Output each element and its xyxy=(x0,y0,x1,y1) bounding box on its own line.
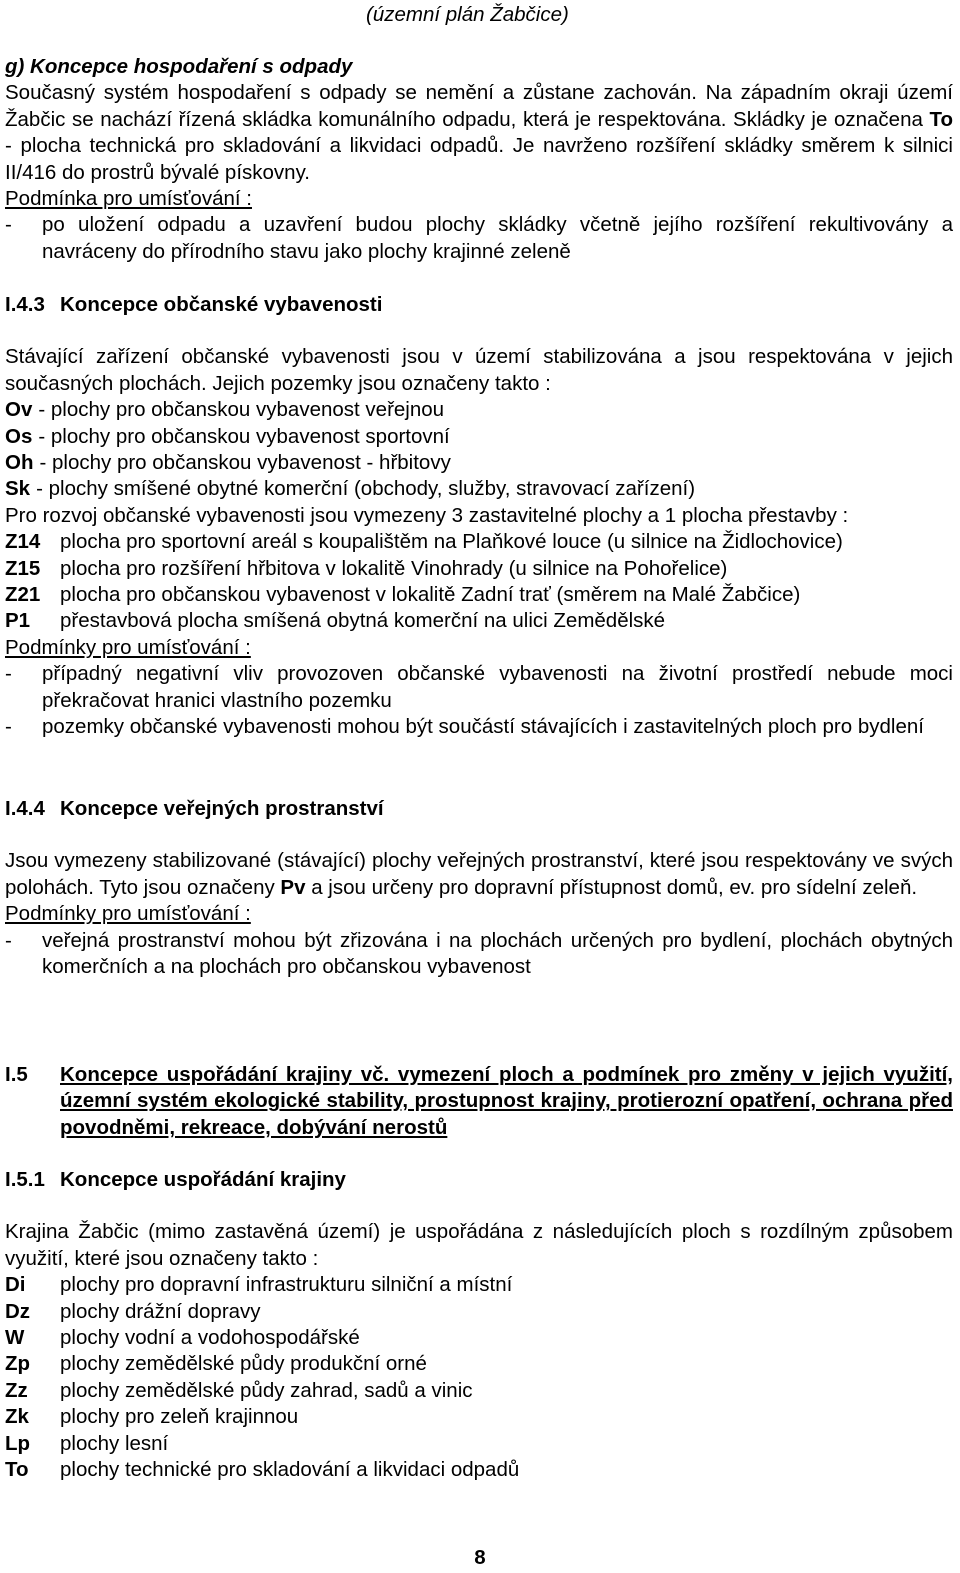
section-title: Koncepce občanské vybavenosti xyxy=(60,293,383,316)
condition-item xyxy=(5,714,953,740)
code-label: Z14 xyxy=(5,530,41,554)
condition-label: Podmínka pro umísťování : xyxy=(5,187,252,211)
code-label: To xyxy=(5,1458,29,1482)
code-description: plochy lesní xyxy=(60,1431,169,1455)
section-i5 xyxy=(5,1062,953,1141)
code-row xyxy=(5,1325,953,1351)
section-title: Koncepce uspořádání krajiny vč. vymezení ploch a podmínek pro změny v jejich využití, územní systém ekologické stability, prostupnost krajiny, protierozní opatření, ochrana před povodněmi, rekreace, dobývání nerostů xyxy=(60,1063,953,1139)
code-row xyxy=(5,529,953,555)
code-label: Os xyxy=(5,424,33,448)
code-text: plochy pro občanskou vybavenost - hřbitovy xyxy=(52,451,451,475)
dash-bullet: - xyxy=(5,928,12,952)
code-text: plochy pro občanskou vybavenost sportovní xyxy=(50,424,450,448)
code-description xyxy=(38,397,953,423)
code-row xyxy=(5,608,953,634)
code-description xyxy=(38,424,953,450)
code-row xyxy=(5,476,953,502)
section-g-title: g) Koncepce hospodaření s odpady xyxy=(5,55,353,78)
condition-label: Podmínky pro umísťování : xyxy=(5,902,251,926)
section-number: I.5 xyxy=(5,1063,28,1086)
code-row xyxy=(5,556,953,582)
code-label: Sk xyxy=(5,477,31,501)
dash-bullet: - xyxy=(5,213,12,237)
text-run: a jsou určeny pro dopravní přístupnost domů, ev. pro sídelní zeleň. xyxy=(305,875,918,899)
code-description: plochy vodní a vodohospodářské xyxy=(60,1326,360,1350)
code-description: přestavbová plocha smíšená obytná komerční na ulici Zemědělské xyxy=(60,609,666,633)
code-description xyxy=(39,450,953,476)
code-label: Ov xyxy=(5,398,33,422)
dash-bullet: - xyxy=(5,715,12,739)
code-list xyxy=(5,397,953,503)
condition-text: pozemky občanské vybavenosti mohou být součástí stávajících i zastavitelných ploch pro bydlení xyxy=(42,715,924,739)
code-label: Dz xyxy=(5,1299,31,1323)
code-text: plochy smíšené obytné komerční (obchody, služby, stravovací zařízení) xyxy=(48,477,696,501)
code-label: Zk xyxy=(5,1405,29,1429)
code-row xyxy=(5,1431,953,1457)
section-number: I.5.1 xyxy=(5,1168,45,1191)
condition-label: Podmínky pro umísťování : xyxy=(5,635,251,659)
code-label: Lp xyxy=(5,1431,31,1455)
code-row xyxy=(5,424,953,450)
section-paragraph: Krajina Žabčic (mimo zastavěná území) je uspořádána z následujících ploch s rozdílným způsobem využití, které jsou označeny takto : xyxy=(5,1220,953,1270)
condition-text: veřejná prostranství mohou být zřizována i na plochách určených pro bydlení, plochách obytných komerčních a na plochách pro občanskou vybavenost xyxy=(42,928,953,979)
section-i51 xyxy=(5,1167,953,1483)
section-g-paragraph xyxy=(5,80,953,186)
code-row xyxy=(5,1404,953,1430)
condition-item xyxy=(5,661,953,714)
dash-separator: - xyxy=(38,398,46,422)
code-to: To xyxy=(929,107,953,131)
code-description: plochy zemědělské půdy zahrad, sadů a vinic xyxy=(60,1378,473,1402)
code-label: Zp xyxy=(5,1352,31,1376)
text-run: Jsou vymezeny stabilizované (stávající) plochy veřejných prostranství, které jsou respektovány ve svých polohách. Tyto jsou označeny xyxy=(5,849,953,899)
section-heading xyxy=(5,292,953,318)
code-row xyxy=(5,1272,953,1298)
section-title: Koncepce veřejných prostranství xyxy=(60,797,384,820)
text-run: Současný systém hospodaření s odpady se nemění a zůstane zachován. Na západním okraji území Žabčic se nachází řízená skládka komunálního odpadu, která je respektována. Skládky je označena xyxy=(5,81,953,131)
condition-list xyxy=(5,661,953,740)
code-label: Z15 xyxy=(5,556,41,580)
code-row xyxy=(5,450,953,476)
section-i43 xyxy=(5,292,953,741)
section-number: I.4.3 xyxy=(5,293,45,316)
section-paragraph xyxy=(5,848,953,901)
dash-separator: - xyxy=(36,477,43,501)
code-row xyxy=(5,397,953,423)
condition-item xyxy=(5,212,953,265)
condition-text: případný negativní vliv provozoven občanské vybavenosti na životní prostředí nebude moci překračovat hranici vlastního pozemku xyxy=(42,662,953,712)
code-description: plochy zemědělské půdy produkční orné xyxy=(60,1352,427,1376)
code-row xyxy=(5,582,953,608)
section-heading xyxy=(5,1167,953,1193)
code-description: plochy technické pro skladování a likvidaci odpadů xyxy=(60,1458,520,1482)
section-title: Koncepce uspořádání krajiny xyxy=(60,1168,346,1191)
section-number: I.4.4 xyxy=(5,797,45,820)
code-description: plochy pro zeleň krajinnou xyxy=(60,1405,299,1429)
code-label: Zz xyxy=(5,1378,28,1402)
code-list xyxy=(5,1272,953,1483)
dash-separator: - xyxy=(39,451,47,475)
code-pv: Pv xyxy=(280,875,306,899)
section-paragraph: Pro rozvoj občanské vybavenosti jsou vymezeny 3 zastavitelné plochy a 1 plocha přestavby : xyxy=(5,503,849,527)
section-heading xyxy=(5,1062,953,1141)
section-paragraph: Stávající zařízení občanské vybavenosti jsou v území stabilizována a jsou respektována v jejich současných plochách. Jejich pozemky jsou označeny takto : xyxy=(5,345,953,395)
code-description xyxy=(36,476,953,502)
code-description: plocha pro občanskou vybavenost v lokalitě Zadní trať (směrem na Malé Žabčice) xyxy=(60,583,801,607)
code-label: Oh xyxy=(5,451,34,475)
section-i44 xyxy=(5,796,953,980)
code-row xyxy=(5,1299,953,1325)
page-number: 8 xyxy=(474,1546,486,1569)
code-description: plochy pro dopravní infrastrukturu silniční a místní xyxy=(60,1273,513,1297)
code-label: P1 xyxy=(5,609,31,633)
code-label: Di xyxy=(5,1273,26,1297)
section-g xyxy=(5,54,953,265)
dash-separator: - xyxy=(38,424,46,448)
code-row xyxy=(5,1378,953,1404)
code-description: plocha pro sportovní areál s koupalištěm na Plaňkové louce (u silnice na Židlochovice) xyxy=(60,530,843,554)
code-description: plocha pro rozšíření hřbitova v lokalitě Vinohrady (u silnice na Pohořelice) xyxy=(60,556,728,580)
code-row xyxy=(5,1457,953,1483)
section-heading xyxy=(5,796,953,822)
code-row xyxy=(5,1351,953,1377)
text-run: - plocha technická pro skladování a likvidaci odpadů. Je navrženo rozšíření skládky směrem k silnici II/416 do prostrů bývalé pískovny. xyxy=(5,134,953,184)
condition-item xyxy=(5,928,953,981)
code-label: Z21 xyxy=(5,583,41,607)
condition-text: po uložení odpadu a uzavření budou plochy skládky včetně jejího rozšíření rekultivovány a navráceny do přírodního stavu jako plochy krajinné zeleně xyxy=(42,213,953,263)
document-header: (územní plán Žabčice) xyxy=(366,3,569,26)
code-label: W xyxy=(5,1326,25,1350)
area-list xyxy=(5,529,953,635)
dash-bullet: - xyxy=(5,662,12,686)
code-text: plochy pro občanskou vybavenost veřejnou xyxy=(50,398,445,422)
code-description: plochy drážní dopravy xyxy=(60,1299,261,1323)
